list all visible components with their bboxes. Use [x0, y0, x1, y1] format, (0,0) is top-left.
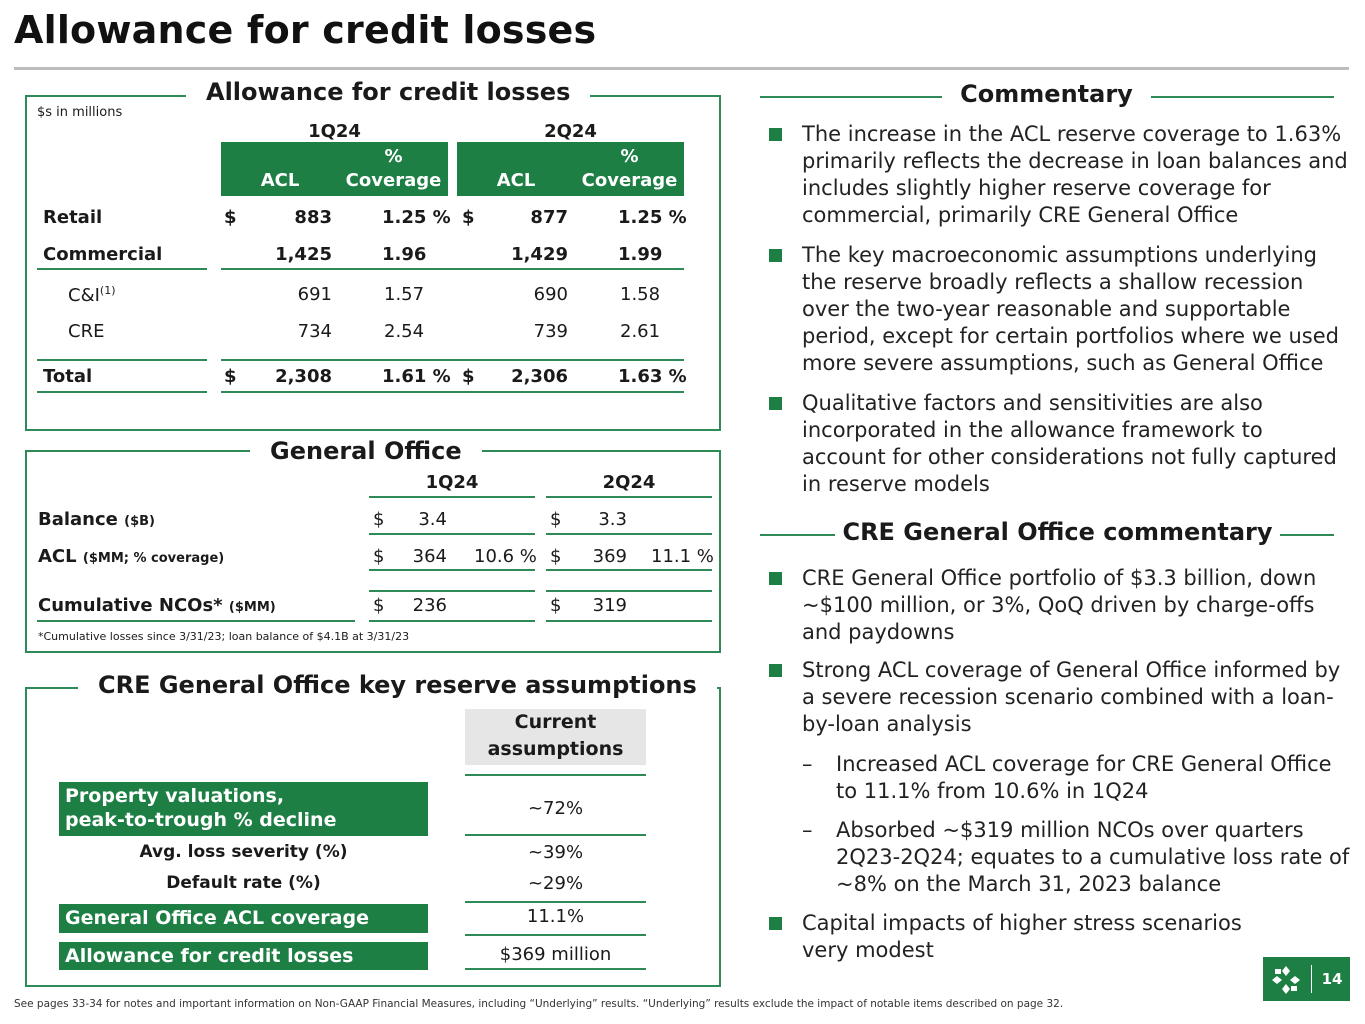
acl-1q24: 734	[297, 321, 332, 342]
row-commercial	[0, 244, 700, 268]
cre-commentary-rule-right	[1280, 534, 1334, 536]
brand-mark-icon	[1271, 965, 1301, 995]
header-underline	[369, 496, 535, 498]
commentary-bullet-3: Qualitative factors and sensitivities are also incorporated in the allowance framework to account for other considerations not fully captured in reserve models	[802, 391, 1337, 496]
row-label	[38, 509, 155, 530]
pct-2q24: 1.58	[620, 284, 661, 305]
dollar-sign: $	[550, 546, 562, 567]
commentary-rule-left	[760, 96, 942, 98]
acl-2q24: 690	[533, 284, 568, 305]
dollar-sign: $	[373, 546, 385, 567]
row-underline	[37, 268, 207, 270]
bullet-icon	[769, 249, 782, 262]
label-line-2: peak-to-trough % decline	[65, 809, 337, 831]
go-row-ncos	[0, 595, 720, 619]
acl-header-2q24	[457, 142, 684, 196]
bullet-icon	[769, 128, 782, 141]
dollar-sign: $	[373, 509, 385, 530]
go-footnote: *Cumulative losses since 3/31/23; loan balance of $4.1B at 3/31/23	[38, 630, 410, 643]
acl-col-label: ACL	[260, 170, 300, 191]
footer-note: See pages 33-34 for notes and important information on Non-GAAP Financial Measures, including “Underlying” results. “Underlying” results exclude the impact of notable items described on page 32.	[14, 998, 1064, 1010]
default-rate-label: Default rate (%)	[166, 873, 321, 893]
row-label: Commercial	[43, 244, 163, 265]
period-1q24: 1Q24	[308, 121, 361, 142]
cre-bullet-3: Capital impacts of higher stress scenarios very modest	[802, 911, 1242, 962]
go-period-2q24: 2Q24	[602, 472, 656, 493]
pct-2q24: 1.63 %	[618, 366, 687, 387]
dollar-sign: $	[462, 207, 475, 228]
pct-1q24: 1.57	[384, 284, 425, 305]
bullet-icon	[769, 664, 782, 677]
value-1q24: 3.4	[418, 509, 447, 530]
dollar-sign: $	[373, 595, 385, 616]
value-2q24: 3.3	[598, 509, 627, 530]
row-label-text: ACL	[38, 546, 77, 567]
row-label-text: C&I	[68, 285, 100, 306]
cre-commentary-title: CRE General Office commentary	[842, 518, 1273, 546]
coverage-col-label: Coverage	[581, 170, 678, 191]
row-underline	[37, 391, 207, 393]
row-unit: ($MM)	[228, 600, 276, 615]
header-line-1: Current	[514, 711, 597, 733]
row-underline	[546, 569, 712, 571]
pct-1q24: 1.61 %	[382, 366, 451, 387]
current-assumptions-header	[465, 709, 646, 765]
property-valuations-label	[59, 782, 428, 836]
period-2q24: 2Q24	[544, 121, 597, 142]
row-underline	[369, 533, 535, 535]
pct-1q24: 1.25 %	[382, 207, 451, 228]
loss-severity-label: Avg. loss severity (%)	[139, 842, 348, 862]
commentary-title: Commentary	[960, 80, 1133, 108]
row-ci	[0, 284, 700, 308]
pct-2q24: 2.61	[620, 321, 661, 342]
assumptions-title: CRE General Office key reserve assumptions	[78, 671, 717, 699]
header-underline	[465, 774, 646, 776]
bullet-icon	[769, 397, 782, 410]
logo-divider	[1311, 965, 1312, 993]
general-office-title: General Office	[250, 437, 482, 465]
acl-coverage-value: 11.1%	[526, 906, 585, 927]
acl-1q24: 691	[297, 284, 332, 305]
acl-2q24: 877	[530, 207, 568, 228]
dollar-sign: $	[224, 207, 237, 228]
row-label	[38, 595, 276, 616]
cre-sub-bullet-1: Increased ACL coverage for CRE General Office to 11.1% from 10.6% in 1Q24	[836, 752, 1332, 803]
pct-col-label: %	[620, 146, 639, 167]
dash-icon: –	[802, 752, 813, 776]
property-valuations-value: ~72%	[527, 798, 584, 819]
commentary-bullet-2: The key macroeconomic assumptions underlying the reserve broadly reflects a shallow recession over the two-year reasonable and supportable period, except for certain portfolios where we used more severe assumptions, such as General Office	[802, 243, 1339, 375]
coverage-2q24: 11.1 %	[651, 546, 714, 567]
commentary-rule-right	[1151, 96, 1334, 98]
acl-coverage-label: General Office ACL coverage	[59, 904, 428, 933]
cre-commentary-rule-left	[760, 534, 835, 536]
acl-col-label: ACL	[496, 170, 536, 191]
acl-1q24: 883	[294, 207, 332, 228]
row-underline	[465, 901, 646, 903]
coverage-1q24: 10.6 %	[474, 546, 537, 567]
row-underline	[465, 968, 646, 970]
go-period-1q24: 1Q24	[425, 472, 479, 493]
acl-2q24: 1,429	[511, 244, 568, 265]
pct-1q24: 2.54	[384, 321, 425, 342]
row-label	[68, 284, 116, 306]
row-underline	[369, 569, 535, 571]
pct-2q24: 1.25 %	[618, 207, 687, 228]
allowance-label: Allowance for credit losses	[59, 942, 428, 970]
row-underline	[546, 533, 712, 535]
bullet-icon	[769, 917, 782, 930]
row-cre	[0, 321, 700, 345]
row-label-text: Cumulative NCOs*	[38, 595, 223, 616]
header-line-2: assumptions	[487, 738, 624, 760]
brand-logo	[1263, 957, 1350, 1001]
coverage-col-label: Coverage	[345, 170, 442, 191]
row-retail	[0, 207, 700, 231]
row-underline	[369, 620, 535, 622]
header-underline	[546, 496, 712, 498]
acl-header-1q24	[221, 142, 448, 196]
row-underline	[37, 359, 207, 361]
acl-panel-title: Allowance for credit losses	[186, 78, 590, 106]
pct-2q24: 1.99	[618, 244, 663, 265]
dollar-sign: $	[224, 366, 237, 387]
default-rate-value: ~29%	[527, 873, 584, 894]
acl-2q24: 2,306	[511, 366, 568, 387]
value-1q24: 364	[412, 546, 447, 567]
row-underline	[546, 590, 712, 592]
row-label: Retail	[43, 207, 103, 228]
row-unit: ($MM; % coverage)	[82, 551, 225, 566]
row-label-text: Balance	[38, 509, 118, 530]
go-row-acl	[0, 546, 720, 570]
row-underline	[465, 834, 646, 836]
row-label	[38, 546, 224, 567]
commentary-bullet-1: The increase in the ACL reserve coverage to 1.63% primarily reflects the decrease in loan balances and includes slightly higher reserve coverage for commercial, primarily CRE General Office	[802, 122, 1348, 227]
page-number: 14	[1321, 970, 1343, 988]
row-total	[0, 366, 700, 390]
cre-bullet-1: CRE General Office portfolio of $3.3 billion, down ~$100 million, or 3%, QoQ driven by charge-offs and paydowns	[802, 566, 1317, 644]
row-underline	[221, 391, 684, 393]
acl-1q24: 2,308	[275, 366, 332, 387]
units-note: $s in millions	[37, 105, 123, 120]
title-divider	[14, 67, 1349, 70]
value-2q24: 369	[592, 546, 627, 567]
row-underline	[465, 934, 646, 936]
pct-1q24: 1.96	[382, 244, 427, 265]
row-underline	[37, 620, 355, 622]
row-underline	[546, 620, 712, 622]
cre-sub-bullet-2: Absorbed ~$319 million NCOs over quarters 2Q23-2Q24; equates to a cumulative loss rate of ~8% on the March 31, 2023 balance	[836, 818, 1350, 896]
pct-col-label: %	[384, 146, 403, 167]
acl-1q24: 1,425	[275, 244, 332, 265]
dollar-sign: $	[550, 595, 562, 616]
page-title: Allowance for credit losses	[14, 8, 597, 52]
acl-2q24: 739	[533, 321, 568, 342]
allowance-value: $369 million	[499, 944, 612, 965]
value-2q24: 319	[592, 595, 627, 616]
label-line-1: Property valuations,	[65, 785, 285, 807]
row-underline	[369, 590, 535, 592]
cre-bullet-2: Strong ACL coverage of General Office informed by a severe recession scenario combined with a loan-by-loan analysis	[802, 658, 1341, 736]
row-unit: ($B)	[124, 514, 155, 529]
row-label: Total	[43, 366, 93, 387]
row-label: CRE	[68, 321, 105, 342]
go-row-balance	[0, 509, 720, 533]
bullet-icon	[769, 572, 782, 585]
dash-icon: –	[802, 818, 813, 842]
dollar-sign: $	[550, 509, 562, 530]
footnote-marker: (1)	[99, 284, 116, 297]
dollar-sign: $	[462, 366, 475, 387]
row-underline	[221, 268, 684, 270]
loss-severity-value: ~39%	[527, 842, 584, 863]
row-underline	[221, 359, 684, 361]
value-1q24: 236	[412, 595, 447, 616]
